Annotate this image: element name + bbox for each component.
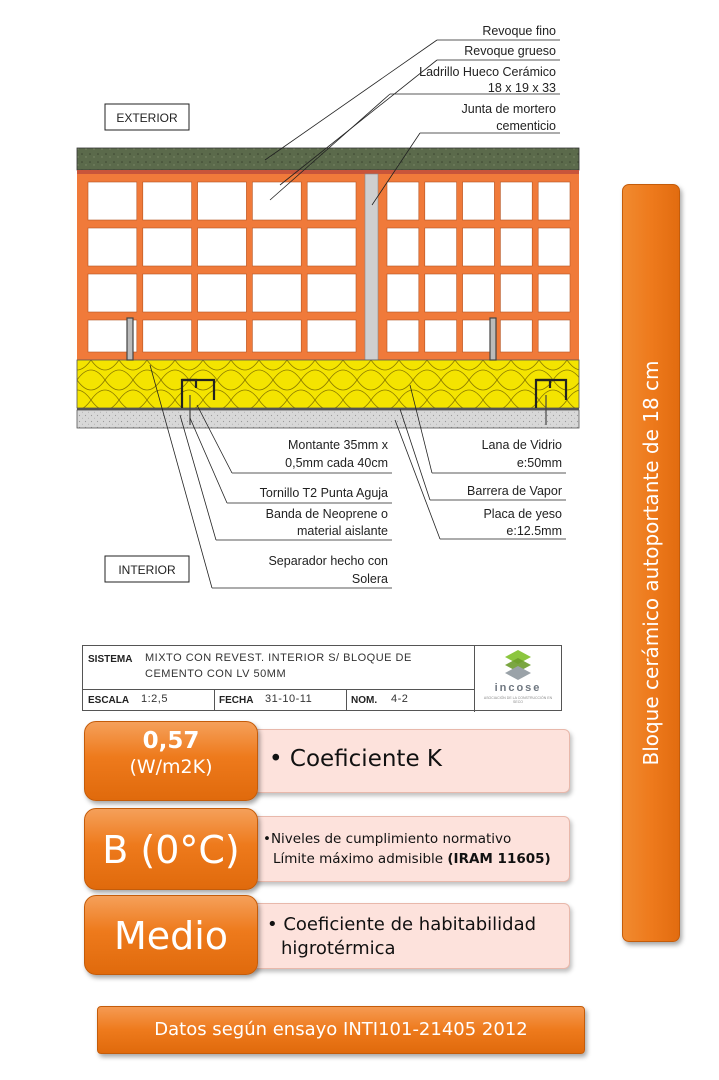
mortar-joint [365,174,378,360]
brick-hole [500,274,532,312]
title-block-system-row [83,646,475,690]
brick-hole [538,320,570,352]
label-separador-1: Separador hecho con [268,554,388,568]
brick-hole [88,182,137,220]
brick-hole [463,182,495,220]
label-revoque-grueso: Revoque grueso [464,44,556,58]
nom-value: 4-2 [391,693,409,705]
title-block-info-row [83,690,475,712]
brick-hole [387,320,419,352]
label-junta-1: Junta de mortero [461,102,556,116]
label-lana-1: Lana de Vidrio [481,438,562,452]
brick-hole [143,320,192,352]
escala-cell [83,690,215,711]
brick-hole [425,320,457,352]
label-separador-2: Solera [351,572,388,586]
label-junta-2: cementicio [496,119,556,133]
indicator-b-desc-1: •Niveles de cumplimiento normativo [263,831,512,847]
side-title-text: Bloque cerámico autoportante de 18 cm [639,360,663,766]
incose-logo-text: incose [494,682,542,694]
brick-hole [252,182,301,220]
fecha-cell [215,690,347,711]
label-lana-2: e:50mm [516,456,562,470]
indicator-h-desc-box [232,903,570,969]
brick-hole [88,274,137,312]
labels-bottom-right [467,438,562,538]
sistema-line2: CEMENTO CON LV 50MM [145,668,287,680]
brick-hole [387,182,419,220]
labels-bottom-left [260,438,389,586]
brick-hole [425,182,457,220]
escala-label: ESCALA [88,695,130,706]
brick-hole [198,228,247,266]
interior-label: INTERIOR [118,563,176,577]
label-placa-2: e:12.5mm [506,524,562,538]
fecha-label: FECHA [219,695,254,706]
brick-hole [252,274,301,312]
brick-hole [425,228,457,266]
incose-logo [475,646,561,710]
brick-hole [143,274,192,312]
sistema-line1: MIXTO CON REVEST. INTERIOR S/ BLOQUE DE [145,652,412,664]
indicator-h-value-box [84,895,258,975]
nom-cell [347,690,474,711]
label-banda-2: material aislante [296,524,388,538]
indicator-b-desc-box [232,816,570,882]
incose-logo-subtext: ASOCIACIÓN DE LA CONSTRUCCIÓN EN SECO [483,696,553,704]
brick-hole [252,228,301,266]
label-barrera: Barrera de Vapor [467,484,562,498]
fine-plaster-line [77,170,579,174]
gypsum-board [77,410,579,428]
brick-hole [143,182,192,220]
brick-hole [198,274,247,312]
indicator-k-unit: (W/m2K) [129,756,213,778]
indicator-k-desc-box [232,729,570,793]
side-title-bar [622,184,680,942]
brick-hole [307,182,356,220]
fecha-value: 31-10-11 [265,693,313,705]
brick-hole [307,274,356,312]
label-montante-1: Montante 35mm x [287,438,388,452]
footer-text: Datos según ensayo INTI101-21405 2012 [154,1019,528,1040]
brick-hole [198,320,247,352]
indicator-h-desc-2: higrotérmica [281,938,396,959]
brick-hole [307,320,356,352]
label-revoque-fino: Revoque fino [482,24,556,38]
footer-banner [97,1006,585,1054]
label-placa-1: Placa de yeso [483,507,562,521]
indicator-b-value-box [84,808,258,890]
brick-hole [252,320,301,352]
brick-hole [307,228,356,266]
label-montante-2: 0,5mm cada 40cm [285,456,388,470]
label-ladrillo-1: Ladrillo Hueco Cerámico [419,65,556,79]
indicator-k-value-box [84,721,258,801]
brick-hole [88,228,137,266]
indicator-b-desc-2: Límite máximo admisible (IRAM 11605) [273,851,551,867]
brick-hole [198,182,247,220]
brick-hole [425,274,457,312]
brick-hole [500,182,532,220]
brick-hole [387,274,419,312]
brick-hole [463,274,495,312]
brick-hole [538,274,570,312]
label-tornillo: Tornillo T2 Punta Aguja [259,486,388,500]
brick-hole [538,228,570,266]
indicator-b-value: B (0°C) [102,828,240,872]
brick-hole [538,182,570,220]
escala-value: 1:2,5 [141,693,168,705]
brick-hole [500,320,532,352]
indicator-h-desc-1: • Coeficiente de habitabilidad [267,914,537,935]
indicator-h-value: Medio [113,914,229,958]
nom-label: NOM. [351,695,378,706]
label-ladrillo-2: 18 x 19 x 33 [487,81,556,95]
brick-hole [143,228,192,266]
brick-hole [387,228,419,266]
brick-hole [463,228,495,266]
sistema-label: SISTEMA [88,654,133,665]
indicator-k-desc: • Coeficiente K [269,746,442,772]
exterior-label: EXTERIOR [116,111,178,125]
indicator-k-value: 0,57 [142,728,200,754]
plaster-layer [77,148,579,170]
brick-hole [500,228,532,266]
label-banda-1: Banda de Neoprene o [265,507,388,521]
glass-wool-layer [77,360,579,408]
title-block [82,645,562,711]
